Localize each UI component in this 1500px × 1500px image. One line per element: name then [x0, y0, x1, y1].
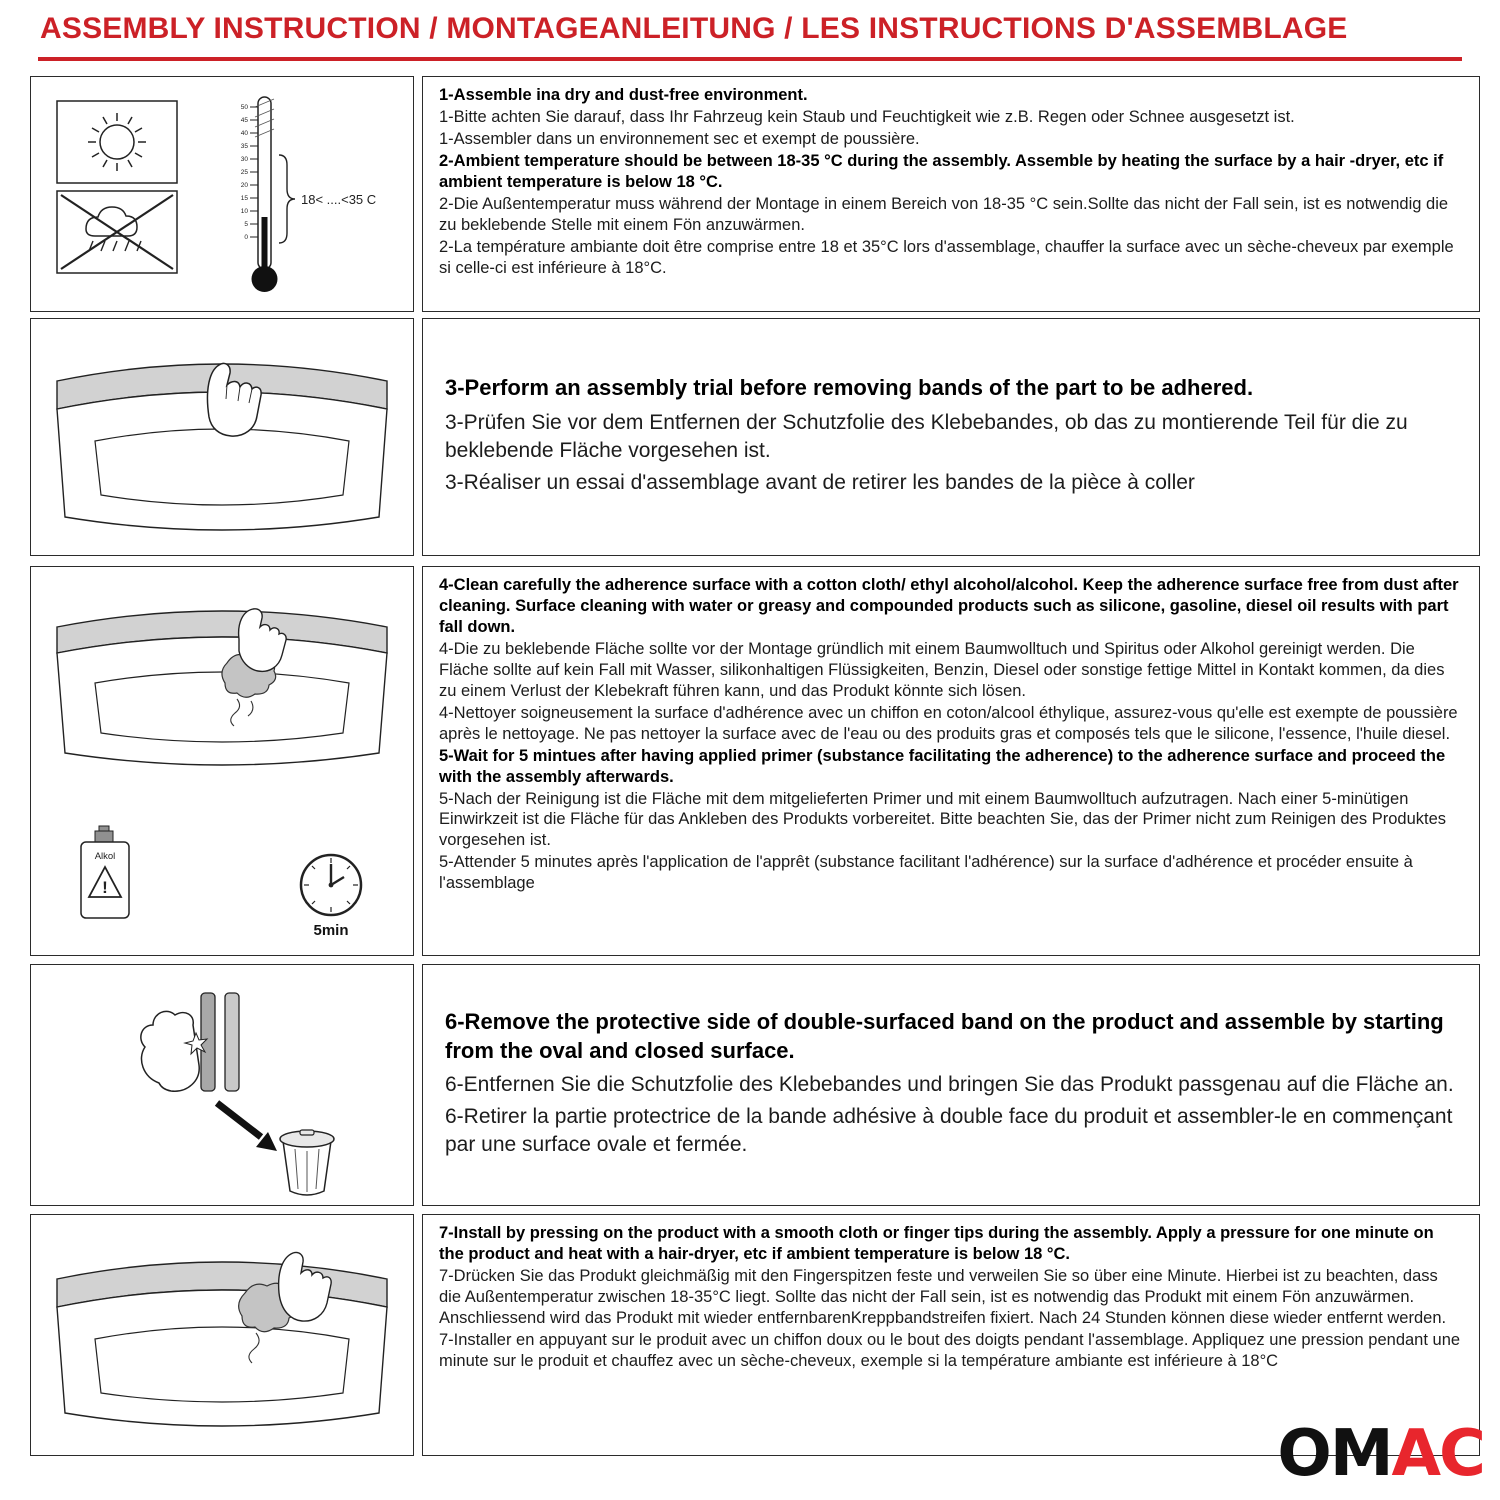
tape-strips-icon	[201, 993, 239, 1091]
instruction-en: 5-Wait for 5 mintues after having applied primer (substance facilitating the adherence) to the adherence surface and proceed the with the assembly afterwards.	[439, 746, 1446, 786]
thermometer-scale-label: 15	[240, 195, 248, 202]
thermometer-scale-label: 0	[244, 234, 248, 241]
instruction-en: 6-Remove the protective side of double-surfaced band on the product and assemble by starting from the oval and closed surface.	[445, 1008, 1444, 1064]
instruction-fr: 1-Assembler dans un environnement sec et exempt de poussière.	[439, 129, 920, 148]
thermometer-scale-label: 30	[240, 156, 248, 163]
step1-illustration-box	[30, 76, 414, 312]
cleaning-illustration	[31, 567, 413, 955]
instruction-en: 2-Ambient temperature should be between 18-35 °C during the assembly. Assemble by heating the surface by a hair -dryer, etc if ambient temperature is below 18 °C.	[439, 151, 1444, 191]
hand-icon	[141, 1011, 207, 1091]
thermometer-scale-label: 35	[240, 143, 248, 150]
step-row-install	[0, 1214, 1500, 1456]
step-row-trial	[0, 318, 1500, 556]
trial-fit-illustration	[31, 319, 413, 555]
no-rain-icon	[57, 191, 177, 273]
instruction-fr: 5-Attender 5 minutes après l'application de l'apprêt (substance facilitant l'adhérence) sur la surface d'adhérence et procéder ensuite à l'assemblage	[439, 853, 1413, 893]
sun-icon	[57, 101, 177, 183]
clock-label: 5min	[313, 922, 349, 939]
warning-mark: !	[102, 878, 108, 897]
instruction-fr: 7-Installer en appuyant sur le produit avec un chiffon doux ou le bout des doigts pendant l'assemblage. Appliquez une pression pendant une minute sur le produit et chauffez avec un sèche-cheveux, exemple si la température ambiante est inférieure à 18°C	[439, 1330, 1461, 1370]
omac-logo	[1277, 1417, 1484, 1491]
thermometer-icon	[241, 97, 376, 292]
thermometer-scale-label: 50	[240, 104, 248, 111]
trash-bin-icon	[280, 1130, 334, 1195]
step4-text-box	[422, 566, 1480, 956]
thermometer-scale-label: 5	[244, 221, 248, 228]
trunk-part-icon	[57, 611, 387, 765]
trunk-part-icon	[57, 1262, 387, 1426]
step4-illustration-box	[30, 566, 414, 956]
thermometer-scale-label: 10	[240, 208, 248, 215]
step-row-cleaning	[0, 566, 1500, 956]
instruction-de: 5-Nach der Reinigung ist die Fläche mit dem mitgelieferten Primer und mit einem Baumwolltuch aufzutragen. Nach einer 5-minütigen Einwirkzeit ist die Fläche für das Ankleben des Produkts vorbereitet. Bitte beachten Sie, das der Primer nicht zum Reinigen des Produktes vorgesehen ist.	[439, 789, 1447, 850]
arrow-icon	[217, 1103, 277, 1151]
step7-illustration-box	[30, 1214, 414, 1456]
instruction-fr: 2-La température ambiante doit être comprise entre 18 et 35°C lors d'assemblage, chauffer la surface avec un sèche-cheveux par exemple si celle-ci est inférieure à 18°C.	[439, 237, 1454, 277]
thermometer-scale-label: 45	[240, 117, 248, 124]
thermometer-scale-label: 25	[240, 169, 248, 176]
instruction-en: 1-Assemble ina dry and dust-free environment.	[439, 86, 808, 104]
title-underline	[38, 57, 1462, 61]
instruction-en: 3-Perform an assembly trial before removing bands of the part to be adhered.	[445, 375, 1254, 401]
page-title: ASSEMBLY INSTRUCTION / MONTAGEANLEITUNG / LES INSTRUCTIONS D'ASSEMBLAGE	[40, 12, 1348, 45]
clock-icon	[301, 855, 361, 939]
step3-illustration-box	[30, 318, 414, 556]
instruction-de: 3-Prüfen Sie vor dem Entfernen der Schutzfolie des Klebebandes, ob das zu montierende Teil für die zu beklebende Fläche vorgesehen ist.	[445, 410, 1408, 462]
instruction-de: 1-Bitte achten Sie darauf, dass Ihr Fahrzeug kein Staub und Feuchtigkeit wie z.B. Regen oder Schnee ausgesetzt ist.	[439, 107, 1295, 126]
step6-text-box	[422, 964, 1480, 1206]
instruction-fr: 4-Nettoyer soigneusement la surface d'adhérence avec un chiffon en coton/alcool éthylique, assurez-vous qu'elle est exempte de poussière après le nettoyage. Ne pas nettoyer la surface avec de l'eau ou des produits gras et composés tels que le silicone, l'essence, l'huile diesel.	[439, 703, 1458, 743]
alcohol-bottle-icon	[81, 826, 129, 918]
instruction-en: 4-Clean carefully the adherence surface with a cotton cloth/ ethyl alcohol/alcohol. Keep the adherence surface free from dust after cleaning. Surface cleaning with water or greasy and compounded products such as silicone, gasoline, diesel oil results with part fall down.	[439, 576, 1459, 636]
remove-band-illustration	[31, 965, 413, 1203]
instruction-en: 7-Install by pressing on the product with a smooth cloth or finger tips during the assembly. Apply a pressure for one minute on the product and heat with a hair-dryer, etc if ambient temperature is below 18 °C.	[439, 1224, 1434, 1263]
step6-illustration-box	[30, 964, 414, 1206]
step3-text-box	[422, 318, 1480, 556]
environment-temperature-illustration	[31, 77, 413, 311]
step-row-environment	[0, 76, 1500, 312]
thermometer-scale-label: 40	[240, 130, 248, 137]
range-brace	[279, 155, 295, 243]
thermometer-scale-label: 20	[240, 182, 248, 189]
instruction-de: 7-Drücken Sie das Produkt gleichmäßig mit den Fingerspitzen feste und verweilen Sie so über eine Minute. Hierbei ist zu beachten, dass die Außentemperatur zwischen 18-35°C liegt. Sollte das nicht der Fall sein, ist es notwendig das Produkt mit einem Fön anzuwärmen. Anschliessend wird das Produkt mit wieder entfernbarenKreppbandstreifen fixiert. Nach 24 Stunden können diese wieder entfernt werden.	[439, 1266, 1447, 1327]
temperature-range-label: 18< ....<35 C	[301, 192, 377, 207]
hand-icon	[279, 1252, 332, 1321]
instruction-fr: 3-Réaliser un essai d'assemblage avant de retirer les bandes de la pièce à coller	[445, 470, 1195, 494]
bottle-label: Alkol	[94, 851, 116, 862]
instruction-de: 6-Entfernen Sie die Schutzfolie des Klebebandes und bringen Sie das Produkt passgenau auf die Fläche an.	[445, 1073, 1454, 1097]
instruction-fr: 6-Retirer la partie protectrice de la bande adhésive à double face du produit et assembler-le en commençant par une surface ovale et fermée.	[445, 1105, 1453, 1157]
instruction-de: 4-Die zu beklebende Fläche sollte vor der Montage gründlich mit einem Baumwolltuch und Spiritus oder Alkohol gereinigt werden. Die Fläche sollte auf kein Fall mit Wasser, silikonhaltigen Flüssigkeiten, Benzin, Diesel oder sonstige fettige Mittel in Kontakt kommen, da dies zu einem Verlust der Klebekraft führen kann, und das Produkt könnte sich lösen.	[439, 639, 1445, 700]
press-install-illustration	[31, 1215, 413, 1453]
omac-logo-black: OM	[1277, 1417, 1392, 1491]
step1-text-box	[422, 76, 1480, 312]
step-row-remove-band	[0, 964, 1500, 1206]
instruction-de: 2-Die Außentemperatur muss während der Montage in einem Bereich von 18-35 °C sein.Sollte das nicht der Fall sein, ist es notwendig die zu beklebende Stelle mit einem Fön anzuwärmen.	[439, 194, 1449, 234]
omac-logo-red: AC	[1391, 1417, 1484, 1491]
